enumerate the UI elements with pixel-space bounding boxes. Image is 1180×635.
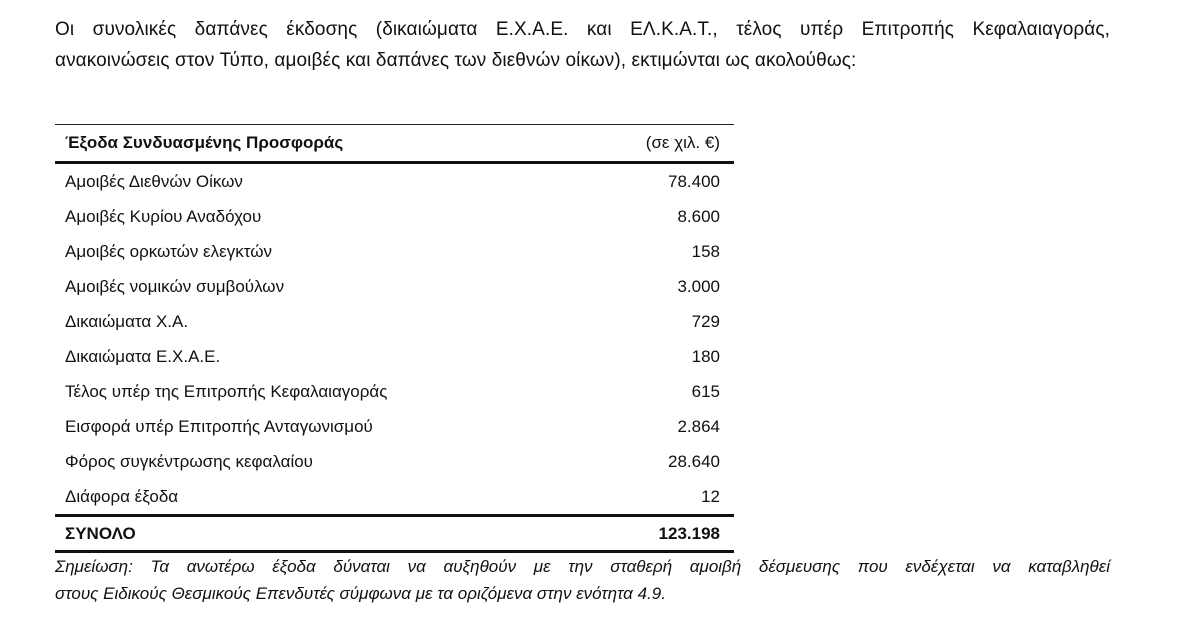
row-amount: 28.640 — [668, 451, 720, 471]
row-amount: 615 — [691, 381, 720, 401]
row-amount: 2.864 — [677, 416, 720, 436]
row-label: Φόρος συγκέντρωσης κεφαλαίου — [65, 451, 313, 471]
header-label: Έξοδα Συνδυασμένης Προσφοράς — [55, 125, 584, 163]
row-label: Εισφορά υπέρ Επιτροπής Ανταγωνισμού — [65, 416, 373, 436]
table-row — [55, 234, 734, 269]
row-label: Αμοιβές νομικών συμβούλων — [65, 276, 285, 296]
row-amount: 12 — [701, 486, 720, 506]
total-row — [55, 516, 734, 552]
row-label: Διάφορα έξοδα — [65, 486, 179, 506]
row-amount: 729 — [691, 311, 720, 331]
table-row — [55, 199, 734, 234]
table-row — [55, 374, 734, 409]
row-amount: 180 — [691, 346, 720, 366]
table-row — [55, 269, 734, 304]
row-label: Τέλος υπέρ της Επιτροπής Κεφαλαιαγοράς — [65, 381, 388, 401]
table-row — [55, 163, 734, 200]
offering-costs-table — [55, 124, 734, 553]
table-row — [55, 304, 734, 339]
intro-line-2: ανακοινώσεις στον Τύπο, αμοιβές και δαπάνες των διεθνών οίκων), εκτιμώνται ως ακολούθως: — [55, 50, 857, 71]
row-amount: 8.600 — [677, 206, 720, 226]
row-amount: 158 — [691, 241, 720, 261]
total-amount: 123.198 — [584, 516, 734, 552]
header-unit: (σε χιλ. €) — [584, 125, 734, 163]
total-label: ΣΥΝΟΛΟ — [55, 516, 584, 552]
footnote — [55, 553, 1110, 607]
row-label: Αμοιβές Κυρίου Αναδόχου — [65, 206, 262, 226]
row-label: Αμοιβές Διεθνών Οίκων — [65, 171, 243, 191]
row-label: Αμοιβές ορκωτών ελεγκτών — [65, 241, 272, 261]
table-row — [55, 409, 734, 444]
table-row — [55, 339, 734, 374]
row-label: Δικαιώματα Χ.Α. — [65, 311, 189, 331]
row-label: Δικαιώματα Ε.Χ.Α.Ε. — [65, 346, 221, 366]
table-row — [55, 479, 734, 516]
table-row — [55, 444, 734, 479]
row-amount: 78.400 — [668, 171, 720, 191]
intro-line-1: Οι συνολικές δαπάνες έκδοσης (δικαιώματα Ε.Χ.Α.Ε. και ΕΛ.Κ.Α.Τ., τέλος υπέρ Επιτροπής Κεφαλαιαγοράς, — [55, 19, 1110, 40]
footnote-line-2: στους Ειδικούς Θεσμικούς Επενδυτές σύμφωνα με τα οριζόμενα στην ενότητα 4.9. — [55, 584, 666, 603]
row-amount: 3.000 — [677, 276, 720, 296]
table-header-row — [55, 125, 734, 163]
intro-paragraph — [55, 14, 1110, 76]
footnote-line-1: Σημείωση: Τα ανωτέρω έξοδα δύναται να αυξηθούν με την σταθερή αμοιβή δέσμευσης που ενδέχεται να καταβληθεί — [55, 557, 1110, 576]
